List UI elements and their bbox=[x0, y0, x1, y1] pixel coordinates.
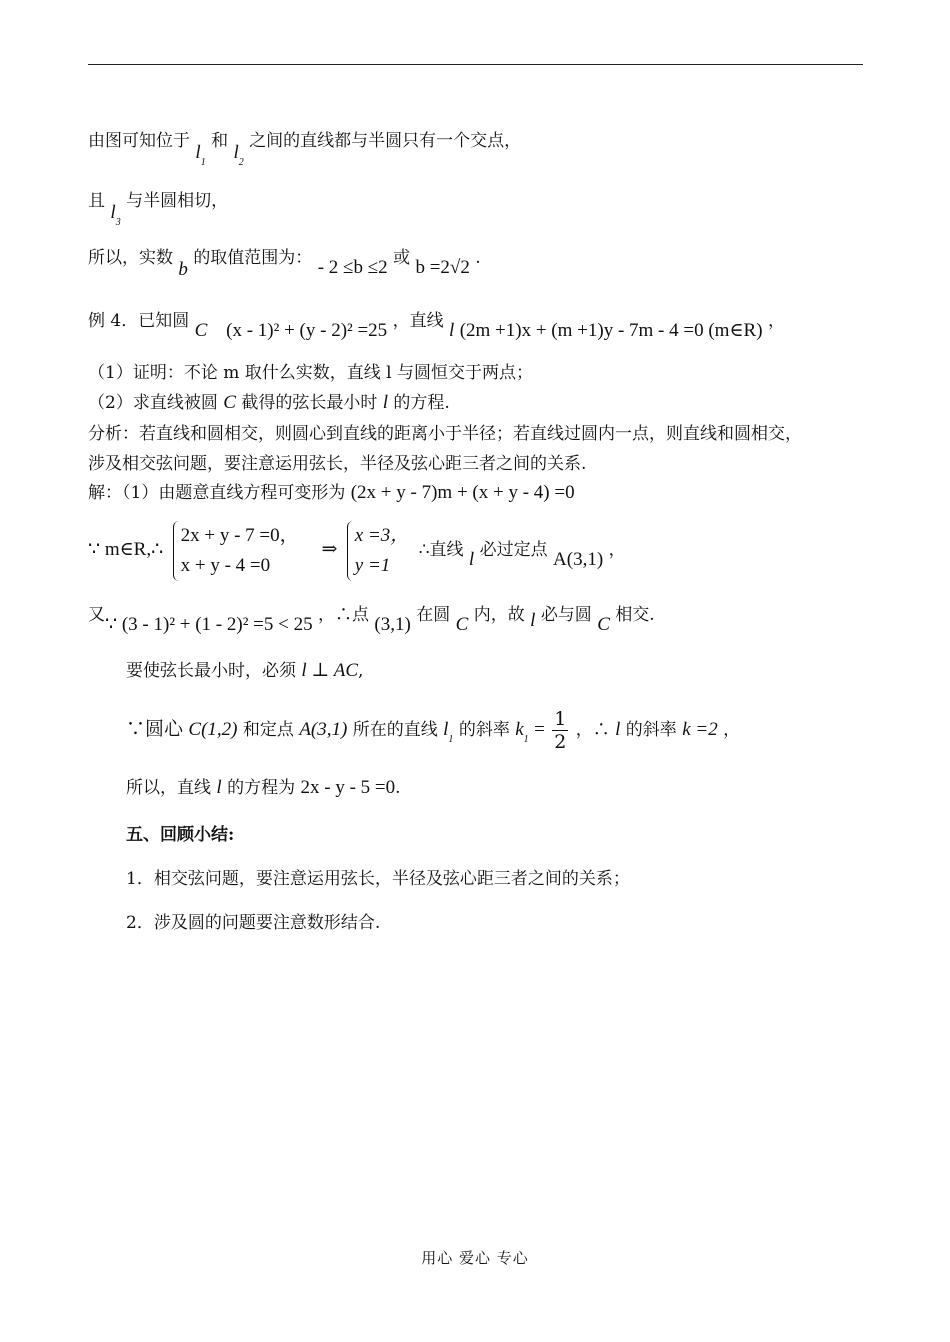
text: 由图可知位于 bbox=[88, 131, 190, 151]
math-k1: $k_1$ bbox=[515, 719, 529, 745]
summary-item-2: 2．涉及圆的问题要注意数形结合. bbox=[126, 913, 381, 933]
math-C: C bbox=[455, 614, 469, 635]
math-perpendicular: l ⊥ AC bbox=[301, 660, 358, 681]
text-line-intersection bbox=[88, 128, 521, 176]
text: ， bbox=[723, 720, 741, 740]
fraction-numerator: 1 bbox=[554, 708, 567, 730]
text: 又 bbox=[88, 605, 105, 625]
math-C: C bbox=[223, 392, 236, 413]
math-l: l bbox=[382, 392, 389, 413]
text: ∵圆心 bbox=[126, 719, 184, 740]
math-equals: = bbox=[534, 719, 545, 740]
text: , bbox=[358, 661, 364, 681]
text: 内，故 bbox=[473, 605, 525, 625]
math-because: ∵ m∈R,∴ bbox=[88, 539, 164, 560]
summary-heading: 五、回顾小结: bbox=[126, 825, 235, 845]
text: 的方程. bbox=[393, 393, 450, 413]
text-line-range bbox=[88, 245, 481, 283]
math-rearranged-equation: (2x + y - 7)m + (x + y - 4) =0 bbox=[350, 482, 575, 503]
question-1: （1）证明：不论 m 取什么实数，直线 l 与圆恒交于两点； bbox=[88, 363, 533, 383]
text: 解：（1）由题意直线方程可变形为 bbox=[88, 483, 346, 503]
math-b-value: b =2√2 bbox=[415, 257, 470, 278]
analysis-line-2: 涉及相交弦问题，要注意运用弦长，半径及弦心距三者之间的关系. bbox=[88, 454, 587, 474]
text: 的斜率 bbox=[625, 720, 677, 740]
solution-system bbox=[88, 520, 626, 590]
text-line-tangent bbox=[88, 188, 228, 236]
system-row: 2x + y - 7 =0， bbox=[180, 524, 299, 546]
text: 与半圆相切， bbox=[126, 191, 229, 211]
text: 在圆 bbox=[416, 605, 451, 625]
text: 的方程为 bbox=[227, 778, 296, 798]
math-l1: $l_1$ bbox=[443, 719, 454, 745]
math-range: - 2 ≤b ≤2 bbox=[317, 257, 388, 278]
math-point: (3,1) bbox=[374, 614, 411, 635]
math-circle-equation: (x - 1)² + (y - 2)² =25 bbox=[226, 320, 388, 341]
text: ， bbox=[767, 311, 785, 331]
system-row: x =3， bbox=[354, 524, 410, 546]
system-row: y =1 bbox=[354, 554, 391, 576]
text: 必过定点 bbox=[479, 540, 548, 560]
fraction-one-half bbox=[552, 708, 568, 753]
text: （2）求直线被圆 bbox=[88, 393, 218, 413]
text: . bbox=[395, 778, 401, 798]
math-l: $l_2$ bbox=[233, 142, 244, 168]
text: 截得的弦长最小时 bbox=[241, 393, 378, 413]
math-l: l bbox=[615, 719, 621, 740]
solution-start bbox=[88, 480, 575, 506]
equation-system-1 bbox=[173, 521, 299, 581]
example-label: 例 4．已知圆 bbox=[88, 311, 190, 331]
math-l: l bbox=[468, 549, 475, 570]
text: 之间的直线都与半圆只有一个交点， bbox=[249, 131, 522, 151]
text: 的取值范围为： bbox=[193, 248, 313, 268]
solution-perpendicular bbox=[126, 658, 363, 684]
math-C: C bbox=[194, 320, 208, 341]
fraction-denominator: 2 bbox=[554, 731, 567, 753]
math-point-A: A(3,1) bbox=[299, 719, 348, 740]
text: 和 bbox=[211, 131, 229, 151]
text: ， bbox=[608, 540, 626, 560]
text: 和定点 bbox=[242, 720, 294, 740]
math-l: $l_1$ bbox=[195, 142, 206, 168]
analysis-line-1: 分析：若直线和圆相交，则圆心到直线的距离小于半径；若直线过圆内一点，则直线和圆相交， bbox=[88, 424, 802, 444]
text: ，∴ bbox=[575, 720, 610, 740]
text: 或 bbox=[393, 248, 411, 268]
math-l: l bbox=[216, 777, 222, 798]
math-l: l bbox=[449, 320, 455, 341]
implies-icon: ⇒ bbox=[321, 539, 338, 560]
math-k-value: k =2 bbox=[682, 719, 718, 740]
math-line-equation: (2m +1)x + (m +1)y - 7m - 4 =0 (m∈R) bbox=[459, 320, 763, 341]
text: ，∴点 bbox=[318, 605, 369, 625]
header-rule bbox=[88, 64, 863, 65]
summary-item-1: 1．相交弦问题，要注意运用弦长，半径及弦心距三者之间的关系； bbox=[126, 869, 630, 889]
math-l: $l_3$ bbox=[110, 202, 121, 228]
text: . bbox=[475, 248, 481, 268]
solution-inside-circle bbox=[88, 602, 655, 638]
text: 所在的直线 bbox=[352, 720, 438, 740]
math-l: l bbox=[530, 610, 536, 631]
system-row: x + y - 4 =0 bbox=[180, 554, 271, 576]
text: 相交. bbox=[615, 605, 655, 625]
math-final-equation: 2x - y - 5 =0 bbox=[300, 777, 396, 798]
math-distance-check: ∵ (3 - 1)² + (1 - 2)² =5 < 25 bbox=[105, 614, 313, 635]
example-4-statement bbox=[88, 308, 785, 344]
page-footer: 用心 爱心 专心 bbox=[421, 1249, 529, 1267]
math-b: b bbox=[178, 259, 188, 280]
math-point-A: A(3,1) bbox=[553, 549, 604, 570]
text: 所以，实数 bbox=[88, 248, 173, 268]
text: ∴直线 bbox=[418, 540, 464, 560]
solution-slope bbox=[126, 704, 740, 766]
text: ，直线 bbox=[392, 311, 444, 331]
text: 且 bbox=[88, 191, 105, 211]
question-2 bbox=[88, 390, 450, 416]
text: 的斜率 bbox=[458, 720, 510, 740]
text: 要使弦长最小时，必须 bbox=[126, 661, 296, 681]
text: 所以，直线 bbox=[126, 778, 211, 798]
equation-system-2 bbox=[347, 521, 410, 581]
math-center: C(1,2) bbox=[188, 719, 238, 740]
solution-final bbox=[126, 775, 401, 801]
math-C: C bbox=[597, 614, 610, 635]
text: 必与圆 bbox=[540, 605, 592, 625]
